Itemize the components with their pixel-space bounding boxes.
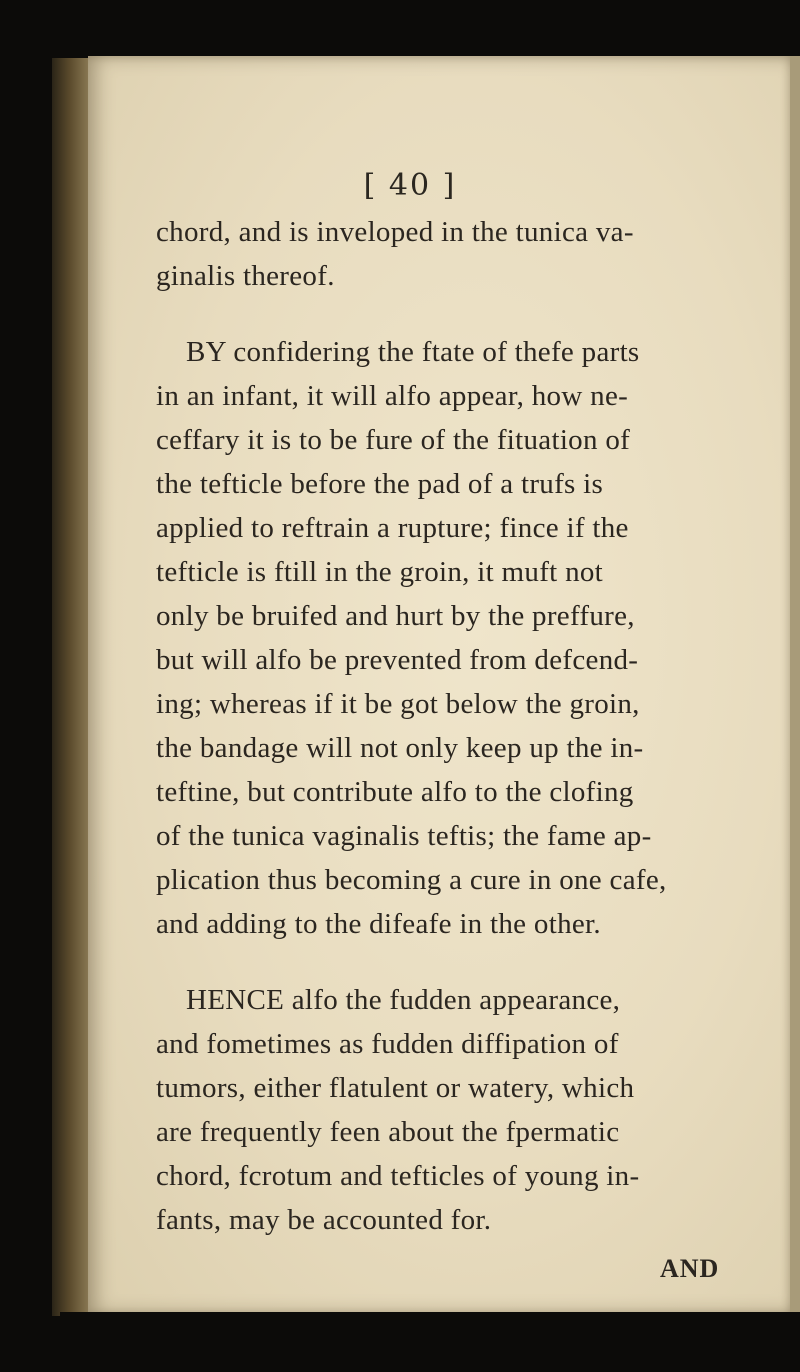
page-number: [ 40 ] — [363, 168, 457, 203]
text-line: tumors, either flatulent or watery, which — [156, 1072, 635, 1104]
text-line: teftine, but contribute alfo to the clofing — [156, 776, 634, 808]
text-line: and adding to the difeafe in the other. — [156, 908, 601, 940]
text-line: ing; whereas if it be got below the groin, — [156, 688, 640, 720]
catchword: AND — [660, 1254, 720, 1283]
text-line: plication thus becoming a cure in one cafe, — [156, 864, 667, 896]
text-line: chord, fcrotum and tefticles of young in- — [156, 1160, 640, 1192]
text-line: and fometimes as fudden diffipation of — [156, 1028, 619, 1060]
text-line: ceffary it is to be fure of the fituation of — [156, 424, 631, 456]
text-line: fants, may be accounted for. — [156, 1204, 492, 1236]
text-line: of the tunica vaginalis teftis; the fame ap- — [156, 820, 652, 852]
text-line: the tefticle before the pad of a trufs is — [156, 468, 604, 500]
text-line: are frequently feen about the fpermatic — [156, 1116, 620, 1148]
text-line: the bandage will not only keep up the in- — [156, 732, 644, 764]
text-line: applied to reftrain a rupture; fince if the — [156, 512, 629, 544]
text-line: tefticle is ftill in the groin, it muft not — [156, 556, 604, 588]
text-line: chord, and is inveloped in the tunica va- — [156, 216, 634, 248]
text-line: HENCE alfo the fudden appearance, — [186, 984, 621, 1016]
page-edge — [790, 56, 800, 1372]
text-line: BY confidering the ftate of thefe parts — [186, 336, 640, 368]
text-line: but will alfo be prevented from defcend- — [156, 644, 639, 676]
text-line: ginalis thereof. — [156, 260, 335, 292]
text-line: only be bruifed and hurt by the preffure, — [156, 600, 635, 632]
text-line: in an infant, it will alfo appear, how ne- — [156, 380, 629, 412]
scan-background — [60, 1312, 800, 1372]
